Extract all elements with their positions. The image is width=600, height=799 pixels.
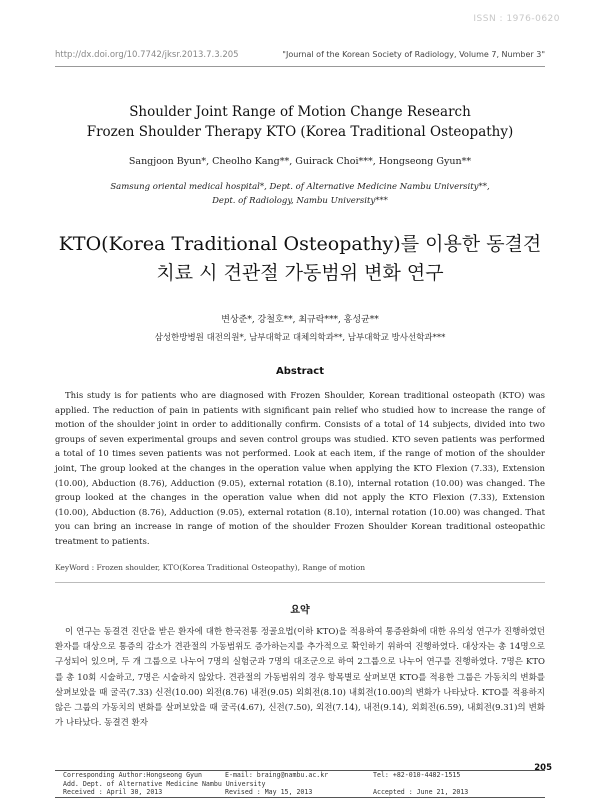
korean-title xyxy=(40,230,560,288)
english-affiliations xyxy=(40,180,560,208)
korean-summary-heading: 요약 xyxy=(290,605,310,616)
korean-title-line-2: 치료 시 견관절 가동범위 변화 연구 xyxy=(156,262,444,284)
corresponding-email[interactable]: E-mail: braing@nambu.ac.kr xyxy=(225,771,329,779)
running-header xyxy=(55,50,545,64)
english-authors: Sangjoon Byun*, Cheolho Kang**, Guirack Choi***, Hongseong Gyun** xyxy=(128,156,472,167)
correspondence-row-1 xyxy=(55,771,545,780)
english-title-line-1: Shoulder Joint Range of Motion Change Research xyxy=(129,104,471,120)
english-affiliation-line-1: Samsung oriental medical hospital*, Dept. of Alternative Medicine Nambu University**, xyxy=(110,182,490,192)
correspondence-row-3 xyxy=(55,788,545,797)
keywords-divider xyxy=(55,582,545,583)
correspondence-box xyxy=(55,770,545,798)
corresponding-address: Add. Dept. of Alternative Medicine Nambu University xyxy=(63,779,266,788)
english-title xyxy=(40,102,560,142)
accepted-date: Accepted : June 21, 2013 xyxy=(373,788,469,797)
issn-label: ISSN : 1976-0620 xyxy=(473,14,560,24)
korean-affiliations: 삼성한방병원 대전의원*, 남부대학교 대체의학과**, 남부대학교 방사선학과*** xyxy=(154,333,446,343)
keywords: KeyWord : Frozen shoulder, KTO(Korea Traditional Osteopathy), Range of motion xyxy=(55,563,366,572)
correspondence-row-2 xyxy=(55,780,545,789)
abstract-heading: Abstract xyxy=(275,366,325,377)
header-divider xyxy=(55,66,545,67)
received-date: Received : April 30, 2013 xyxy=(63,788,163,797)
english-affiliation-line-2: Dept. of Radiology, Nambu University*** xyxy=(212,196,388,206)
korean-summary-text: 이 연구는 동결견 진단을 받은 환자에 대한 한국전통 정골요법(이하 KTO)을 적용하여 통증완화에 대한 유의성 연구가 진행하였던 환자를 대상으로 통증의 감소가 견관절의 가동범위도 증가하는지를 추가적으로 확인하기 위하여 진행하였다. 대상자는 총 14명으로 구성되어 있으며, 두 개 그룹으로 나누어 7명의 실험군과 7명의 대조군으로 하여 2그룹으로 나누어 연구를 진행하였다. 7명은 KTO를 총 10회 시술하고, 7명은 시술하지 않았다. 견관절의 가동범위의 경우 항목별로 살펴보면 KTO를 적용한 그룹은 가동치의 변화를 살펴보았을 때 굴곡(7.33) 신전(10.00) 외전(8.76) 내전(9.05) 외회전(8.10) 내회전(10.00)의 변화가 나타났다. KTO를 적용하지 않은 그룹의 가동치의 변화를 살펴보았을 때 굴곡(4.67), 신전(7.50), 외전(7.14), 내전(9.14), 외회전(6.59), 내회전(9.31)의 변화가 나타났다. 동결견 환자 xyxy=(55,627,545,729)
english-title-line-2: Frozen Shoulder Therapy KTO (Korea Traditional Osteopathy) xyxy=(86,124,514,140)
revised-date: Revised : May 15, 2013 xyxy=(225,788,313,797)
journal-name: "Journal of the Korean Society of Radiology, Volume 7, Number 3" xyxy=(282,50,545,59)
doi-link[interactable]: http://dx.doi.org/10.7742/jksr.2013.7.3.205 xyxy=(55,50,239,60)
abstract-text: This study is for patients who are diagnosed with Frozen Shoulder, Korean traditional osteopath (KTO) was applied. The reduction of pain in patients with significant pain relief who studied how to increase the range of motion of the shoulder joint in order to additionally confirm. Consists of a total of 14 subjects, divided into two groups of seven experimental groups and seven control groups was studied. KTO seven patients was performed a total of 10 times seven patients was not performed. Look at each item, if the range of motion of the shoulder joint, The group looked at the changes in the operation value when applying the KTO Flexion (7.33), Extension (10.00), Abduction (8.76), Adduction (9.05), external rotation (8.10), internal rotation (10.00) was changed. The group looked at the changes in the operation value when did not apply the KTO Flexion (7.33), Extension (10.00), Abduction (8.76), Adduction (9.05), external rotation (8.10), internal rotation (10.00) was changed. That you can bring an increase in range of motion of the shoulder Frozen Shoulder Korean traditional osteopathic treatment to patients. xyxy=(55,391,545,547)
korean-title-line-1: KTO(Korea Traditional Osteopathy)를 이용한 동결견 xyxy=(58,233,542,255)
page-number: 205 xyxy=(534,763,552,773)
korean-authors: 변상준*, 강철호**, 최규락***, 홍성균** xyxy=(221,315,379,325)
corresponding-tel: Tel: +82-010-4482-1515 xyxy=(373,771,461,779)
corresponding-author: Corresponding Author:Hongseong Gyun xyxy=(63,771,202,779)
